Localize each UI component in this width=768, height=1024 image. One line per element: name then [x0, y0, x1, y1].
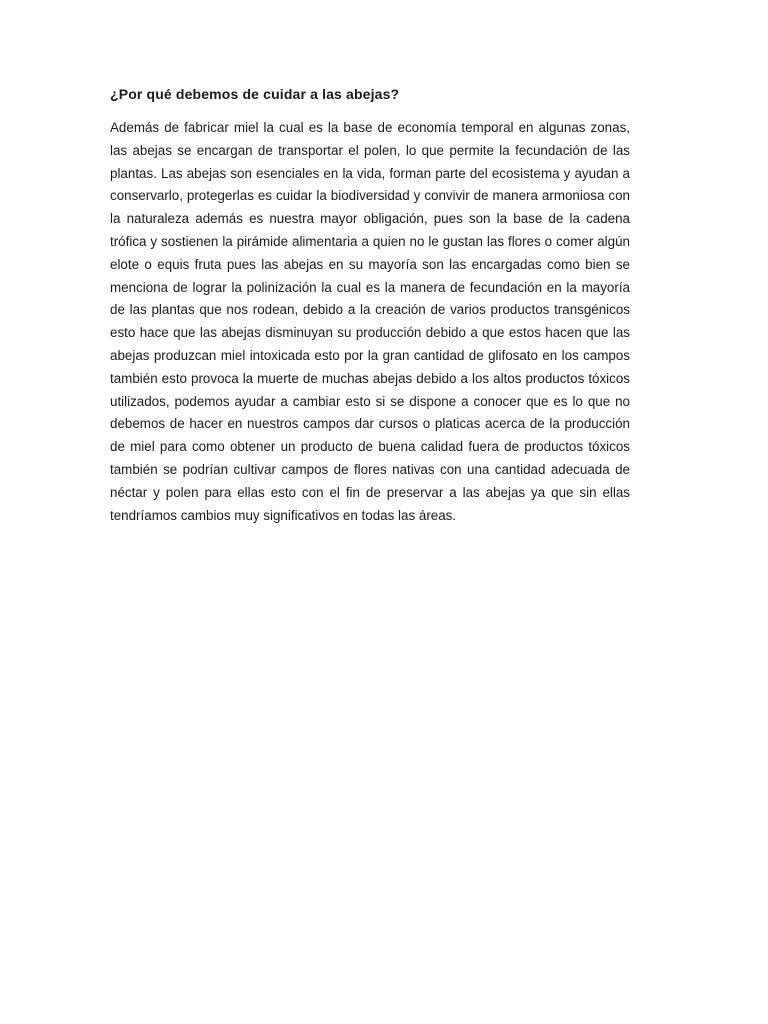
- document-paragraph: Además de fabricar miel la cual es la base de economía temporal en algunas zonas, las abejas se encargan de transportar el polen, lo que permite la fecundación de las plantas. Las abejas son esenciales en la vida, forman parte del ecosistema y ayudan a conservarlo, protegerlas es cuidar la biodiversidad y convivir de manera armoniosa con la naturaleza además es nuestra mayor obligación, pues son la base de la cadena trófica y sostienen la pirámide alimentaria a quien no le gustan las flores o comer algún elote o equis fruta pues las abejas en su mayoría son las encargadas como bien se menciona de lograr la polinización la cual es la manera de fecundación en la mayoría de las plantas que nos rodean, debido a la creación de varios productos transgénicos esto hace que las abejas disminuyan su producción debido a que estos hacen que las abejas produzcan miel intoxicada esto por la gran cantidad de glifosato en los campos también esto provoca la muerte de muchas abejas debido a los altos productos tóxicos utilizados, podemos ayudar a cambiar esto si se dispone a conocer que es lo que no debemos de hacer en nuestros campos dar cursos o platicas acerca de la producción de miel para como obtener un producto de buena calidad fuera de productos tóxicos también se podrían cultivar campos de flores nativas con una cantidad adecuada de néctar y polen para ellas esto con el fin de preservar a las abejas ya que sin ellas tendríamos cambios muy significativos en todas las áreas.: [110, 120, 630, 523]
- document-title: ¿Por qué debemos de cuidar a las abejas?: [110, 86, 400, 102]
- document-content: [110, 84, 630, 527]
